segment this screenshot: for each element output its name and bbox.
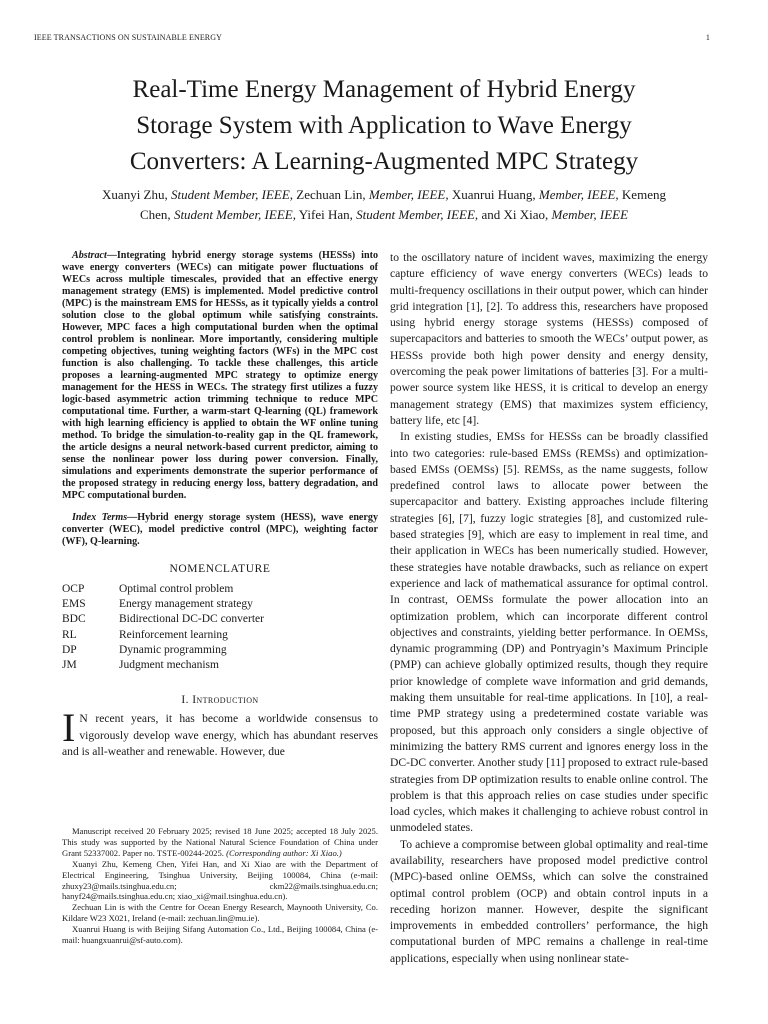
nomenclature-abbr: EMS [62,598,86,611]
page-number: 1 [705,33,710,42]
abstract-text: —Integrating hybrid energy storage systems (HESSs) into wave energy converters (WECs) can mitigate power fluctuations of WECs across multiple timescales, provided that an effective energy management strategy (EMS) is implemented. Model predictive control (MPC) is the mainstream EMS for HESSs, as it typically yields a control solution close to the global optimum while satisfying constraints. However, MPC faces a high computational burden when the optimal control problem is nonlinear. More importantly, considering multiple competing objectives, tuning weighting factors (WFs) in the MPC cost function is also challenging. To tackle these challenges, this article proposes a learning-augmented MPC strategy to optimize energy management for the HESS in WECs. The strategy first utilizes a fuzzy logic-based asymmetric action trimming technique to reduce MPC computational time. Further, a warm-start Q-learning (QL) framework with high learning efficiency is applied to obtain the WF online tuning method. To bridge the simulation-to-reality gap in the QL framework, the article designs a neural network-based current predictor, aiming to sense the nonlinear power loss during power conversion. Finally, simulations and experiments demonstrate the superior performance of the proposed strategy in reducing energy loss, battery degradation, and MPC computational burden. [62,250,378,501]
nomenclature-desc: Dynamic programming [119,643,227,656]
table-row [62,628,264,643]
abstract [62,250,378,502]
drop-cap-continuation: N [79,712,89,726]
corresponding-author: (Corresponding author: Xi Xiao.) [226,847,342,858]
footnote-manuscript [62,826,378,859]
table-row [62,597,264,612]
nomenclature-desc: Energy management strategy [119,598,253,611]
nomenclature-desc: Judgment mechanism [119,659,219,672]
nomenclature-desc: Optimal control problem [119,583,234,595]
nomenclature-abbr: RL [62,628,77,641]
author-name: Xuanyi Zhu, [102,187,168,202]
author-membership: Student Member, IEEE, [356,207,479,222]
author-membership: Member, IEEE, [538,187,619,202]
table-row [62,643,264,658]
table-row [62,612,264,627]
index-terms-text: —Hybrid energy storage system (HESS), wave energy converter (WEC), model predictive control (MPC), weighting factor (WF), Q-learning. [62,512,378,547]
section-numeral: I. [181,694,189,707]
footnote-text: Manuscript received 20 February 2025; revised 18 June 2025; accepted 18 July 2025. This study was supported by the National Natural Science Foundation of China under Grant 52337002. Paper no. TSTE-00244-2025. [62,826,378,858]
author-membership: Student Member, IEEE, [171,187,294,202]
index-terms-label: Index Terms [72,512,128,523]
author-name: Zechuan Lin, [296,187,366,202]
author-name: Kemeng Chen, [139,187,666,222]
author-list [96,185,672,225]
table-row [62,582,264,597]
table-row [62,658,264,673]
index-terms [62,512,378,548]
drop-cap: I [62,705,76,751]
author-name: Xuanrui Huang, [451,187,536,202]
nomenclature-abbr: JM [62,659,77,672]
footnote-affiliation: Zechuan Lin is with the Centre for Ocean Energy Research, Maynooth University, Co. Kildare W23 X021, Ireland (e-mail: zechuan.lin@mu.ie). [62,902,378,924]
nomenclature-abbr: OCP [62,583,85,595]
author-name: Yifei Han, [298,207,353,222]
body-paragraph: To achieve a compromise between global optimality and real-time availability, researchers have proposed model predictive control (MPC)-based online OEMSs, which can solve the constrained optimal control problem (OCP) and obtain control inputs in a receding horizon manner. However, despite the significant improvements in embedded controllers’ performance, the high computational burden of MPC remains a challenge in real-time applications, especially when using nonlinear state- [390,837,708,965]
title-line-1: Real-Time Energy Management of Hybrid Energy [132,76,636,103]
footnote-affiliation: Xuanrui Huang is with Beijing Sifang Automation Co., Ltd., Beijing 100084, China (e-mail: huangxuanrui@sf-auto.com). [62,924,378,946]
running-header [34,33,710,45]
section-heading-introduction [62,693,378,707]
left-column [62,250,378,760]
nomenclature-abbr: DP [62,643,77,656]
nomenclature-desc: Bidirectional DC-DC converter [119,613,264,626]
author-membership: Member, IEEE, [368,187,449,202]
right-column [390,250,708,967]
body-paragraph: to the oscillatory nature of incident waves, maximizing the energy capture efficiency of wave energy converters (WECs) leads to multi-frequency oscillations in their output power, which can hinder grid integration [1], [2]. To address this, researchers have proposed using hybrid energy storage systems (HESSs) composed of supercapacitors and batteries to smooth the WECs’ output power, as HESSs provide both high power density and energy density, overcoming the peak power limitations of batteries [3]. For a multi-power source system like HESS, it is critical to develop an energy management strategy (EMS) that maximizes system efficiency, battery life, etc [4]. [390,251,708,427]
body-paragraph: In existing studies, EMSs for HESSs can be broadly classified into two categories: rule-based EMSs (REMSs) and optimization-based EMSs (OEMSs) [5]. REMSs, as the name suggests, follow predefined control laws to allocate power between the supercapacitor and battery. Existing approaches include filtering strategies [6], [7], fuzzy logic strategies [8], and customized rule-based strategies [9], which are easy to implement in real time, and their application in WECs has been numerically studied. However, these strategies have notable drawbacks, such as reliance on expert experience and lack of mathematical assurance for optimal control. In contrast, OEMSs formulate the power allocation into an optimization problem, which can incorporate different control objectives and constraints, yielding better performance. In OEMSs, dynamic programming (DP) and Pontryagin’s Maximum Principle (PMP) can achieve globally optimized results, though they require prior knowledge of complete wave information and grid demands, making them unsuitable for real-time applications. In [10], a real-time PMP strategy using a predetermined costate variable was proposed, but this approach only considers a single objective of minimizing the battery RMS current and ignores energy loss in the DC-DC converter. Another study [11] proposed to extract rule-based strategies from DP optimization results to enable online control. The problem is that this approach relies on case studies under specific load cycles, which makes it challenging to achieve robust control in unmodeled states. [390,430,708,835]
introduction-text: recent years, it has become a worldwide consensus to vigorously develop wave energy, which has abundant reserves and is all-weather and renewable. However, due [62,712,378,758]
author-name: and Xi Xiao, [481,207,549,222]
abstract-label: Abstract [72,250,107,261]
title-line-2: Storage System with Application to Wave Energy [136,112,632,139]
journal-name: IEEE TRANSACTIONS ON SUSTAINABLE ENERGY [34,33,222,42]
footnotes [62,826,378,946]
paper-title [20,72,748,180]
nomenclature-table [62,582,264,673]
footnote-affiliation: Xuanyi Zhu, Kemeng Chen, Yifei Han, and Xi Xiao are with the Department of Electrical Engineering, Tsinghua University, Beijing 100084, China (e-mail: zhuxy23@mails.tsinghua.edu.cn; ckm22@mails.tsinghua.edu.cn; hanyf24@mails.tsinghua.edu.cn; xiao_xi@mail.tsinghua.edu.cn). [62,858,378,902]
nomenclature-abbr: BDC [62,613,86,626]
section-title: Introduction [192,694,259,707]
nomenclature-desc: Reinforcement learning [119,628,228,641]
author-membership: Member, IEEE [551,207,629,222]
title-line-3: Converters: A Learning-Augmented MPC Strategy [129,148,639,175]
introduction-paragraph [62,705,378,760]
nomenclature-heading: NOMENCLATURE [169,563,271,575]
author-membership: Student Member, IEEE, [173,207,296,222]
